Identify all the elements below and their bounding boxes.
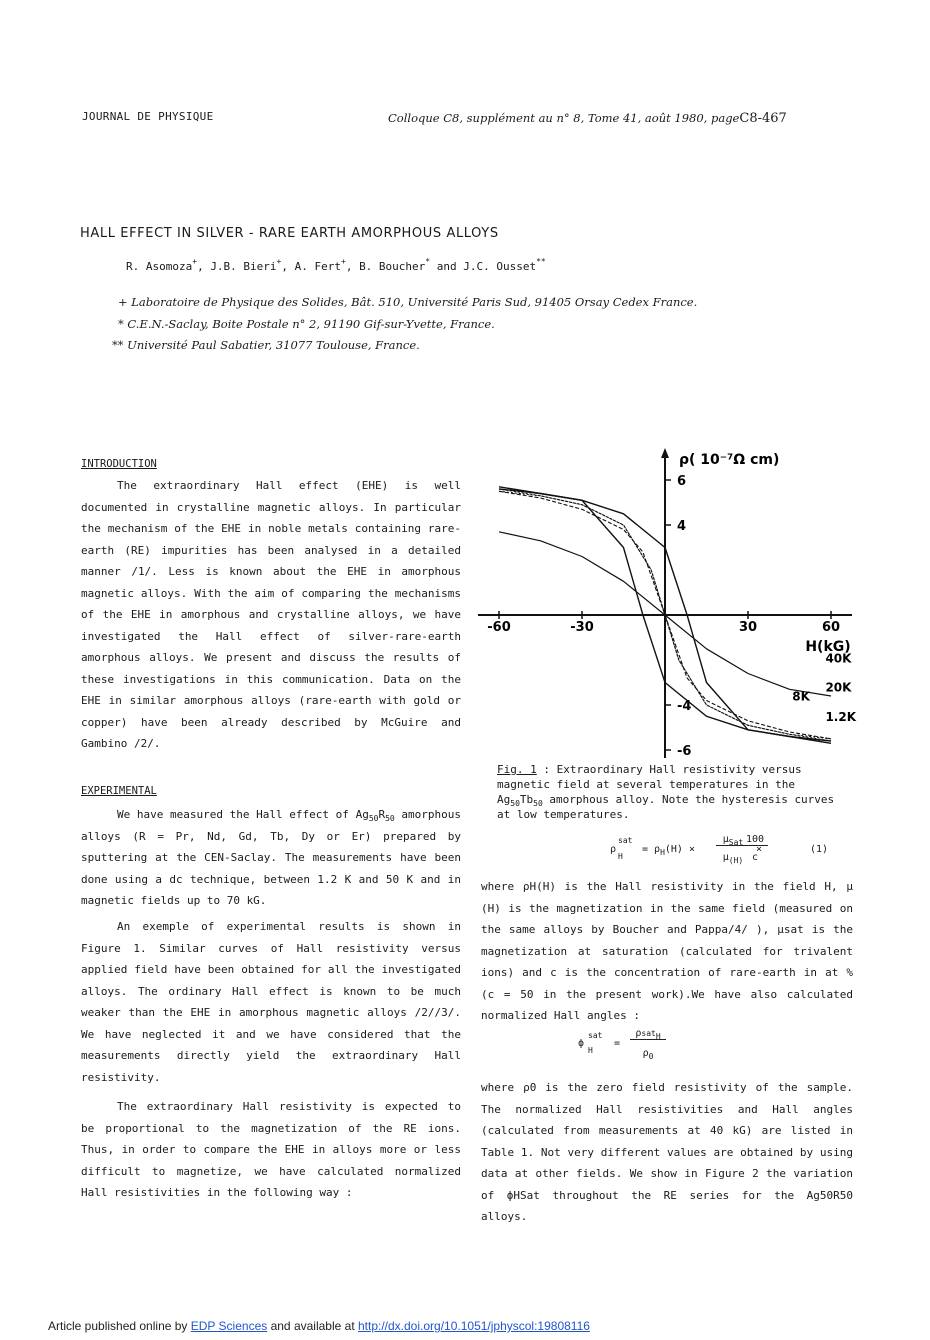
eq-subscript: 0: [648, 1052, 654, 1061]
right-column-paragraph: [481, 876, 853, 1027]
eq-symbol: = ρ: [642, 844, 661, 855]
eq-superscript: sat: [588, 1031, 603, 1040]
eq-numerator: 100: [742, 834, 768, 846]
x-tick-label: 30: [738, 620, 758, 635]
introduction-paragraph: [81, 475, 461, 755]
x-tick-label: -60: [487, 620, 511, 635]
eq-symbol: (H) ×: [664, 844, 695, 855]
eq-denominator: ρ: [642, 1048, 649, 1059]
eq-symbol: ρ: [610, 844, 617, 855]
equation-1: [610, 834, 850, 868]
eq-symbol: ϕ: [578, 1038, 585, 1049]
affiliation: ** Université Paul Sabatier, 31077 Toulouse, France.: [112, 338, 420, 352]
eq-symbol: ×: [756, 844, 763, 855]
y-tick-label: 4: [677, 519, 687, 534]
issue-text: Colloque C8, supplément au n° 8, Tome 41, août 1980, page: [388, 111, 740, 125]
figure-label: Fig. 1: [497, 763, 537, 776]
y-tick-label: 6: [677, 474, 687, 489]
section-heading-experimental: EXPERIMENTAL: [81, 785, 157, 797]
experimental-paragraph: [81, 804, 461, 912]
eq-denominator: μ: [722, 852, 729, 863]
y-axis-arrow: [661, 448, 669, 458]
x-tick-label: -30: [570, 620, 594, 635]
eq-numerator: ρ: [635, 1028, 642, 1039]
footer-attribution: [48, 1319, 590, 1333]
eq-symbol: =: [614, 1038, 621, 1049]
eq-subscript: Sat: [728, 838, 744, 847]
paragraph-text: where ρH(H) is the Hall resistivity in the field H, μ (H) is the magnetization in the same field (measured on the same alloys by Boucher and Pappa/4/ ), μsat is the magnetization at saturation (calculated for trivalent ions) and c is the concentration of rare-earth in at % (c = 50 in the present work).We have also calculated normalized Hall angles :: [481, 880, 853, 1022]
eq-subscript: H: [588, 1046, 593, 1055]
author-mark: *: [425, 257, 431, 266]
caption-text: : Extraordinary Hall resistivity versus magnetic field at several temperatures in the Ag: [497, 763, 802, 806]
experimental-paragraph: [81, 1096, 461, 1204]
equation-2: [578, 1026, 678, 1070]
subscript: 50: [368, 814, 379, 823]
eq-subscript: (H): [728, 856, 744, 865]
eq-denominator: c: [751, 852, 759, 863]
paragraph-text: R: [378, 808, 386, 821]
paragraph-text: where ρ0 is the zero field resistivity of the sample. The normalized Hall resistivities and Hall angles (calculated from measurements at 40 kG) are listed in Table 1. Not very different values are obtained by using data at other fields. We show in Figure 2 the variation of ϕHSat throughout the RE series for the Ag50R50 alloys.: [481, 1081, 853, 1223]
publisher-link[interactable]: EDP Sciences: [190, 1319, 268, 1333]
paragraph-text: The extraordinary Hall effect (EHE) is well documented in crystalline magnetic alloys. In particular the mechanism of the EHE in noble metals containing rare-earth (RE) impurities has been analysed in a detailed manner /1/. Less is known about the EHE in amorphous magnetic alloys. With the aim of comparing the mechanisms of the EHE in amorphous and crystalline alloys, we have investigated the Hall effect of silver-rare-earth amorphous alloys. We present and discuss the results of these investigations in this communication. Data on the EHE in similar amorphous alloys (rare-earth with gold or copper) have been already described by McGuire and Gambino /2/.: [81, 479, 461, 750]
series-label: 20K: [825, 680, 852, 695]
eq-numerator: μ: [722, 834, 729, 845]
x-axis-label: H(kG): [805, 639, 851, 655]
issue-info: [388, 111, 787, 126]
author-name: R. Asomoza: [126, 260, 193, 273]
figure-caption: [497, 762, 842, 822]
author-name: B. Boucher: [359, 260, 426, 273]
eq-subscript: H: [660, 848, 665, 857]
equation-number: (1): [810, 844, 829, 855]
paper-title: HALL EFFECT IN SILVER - RARE EARTH AMORPHOUS ALLOYS: [80, 226, 499, 241]
author-name: A. Fert: [294, 260, 341, 273]
subscript: 50: [510, 799, 520, 808]
right-column-paragraph: [481, 1077, 853, 1228]
paragraph-text: We have measured the Hall effect of Ag: [117, 808, 369, 821]
caption-text: Tb: [519, 793, 534, 806]
doi-link[interactable]: http://dx.doi.org/10.1051/jphyscol:19808116: [357, 1319, 590, 1333]
paragraph-text: The extraordinary Hall resistivity is expected to be proportional to the magnetization of the RE ions. Thus, in order to compare the EHE in alloys more or less difficult to magnetize, we have calculated normalized Hall resistivities in the following way :: [81, 1100, 461, 1199]
author-name: J.C. Ousset: [463, 260, 537, 273]
author-list: R. Asomoza+, J.B. Bieri+, A. Fert+, B. Boucher* and J.C. Ousset**: [126, 257, 546, 273]
author-mark: **: [536, 257, 546, 266]
paragraph-text: amorphous alloys (R = Pr, Nd, Gd, Tb, Dy or Er) prepared by sputtering at the CEN-Saclay. The measurements have been done using a dc technique, between 1.2 K and 50 K and in magnetic fields up to 70 kG.: [81, 808, 461, 907]
journal-name: JOURNAL DE PHYSIQUE: [82, 110, 214, 123]
y-axis-label: ρ( 10⁻⁷Ω cm): [679, 452, 780, 468]
footer-text: and available at: [267, 1319, 358, 1333]
caption-text: amorphous alloy. Note the hysteresis curves at low temperatures.: [497, 793, 835, 821]
series-label: 1.2K: [825, 709, 857, 724]
paragraph-text: An exemple of experimental results is shown in Figure 1. Similar curves of Hall resistivity versus applied field have been obtained for all the investigated alloys. The ordinary Hall effect is known to be much weaker than the EHE in amorphous magnetic alloys /2//3/. We have neglected it and we have considered that the measurements directly yield the extraordinary Hall resistivity.: [81, 920, 461, 1084]
y-tick-label: -4: [677, 699, 692, 714]
eq-superscript: sat: [618, 836, 633, 845]
author-mark: +: [192, 257, 198, 266]
x-tick-label: 60: [821, 620, 841, 635]
author-name: J.B. Bieri: [210, 260, 277, 273]
author-mark: +: [340, 257, 346, 266]
figure-1-chart: [470, 440, 860, 762]
affiliation: + Laboratoire de Physique des Solides, Bât. 510, Université Paris Sud, 91405 Orsay Cedex France.: [118, 295, 698, 309]
affiliation: * C.E.N.-Saclay, Boite Postale n° 2, 91190 Gif-sur-Yvette, France.: [118, 317, 495, 331]
footer-text: Article published online by: [48, 1319, 191, 1333]
y-tick-label: -6: [677, 744, 692, 759]
subscript: 50: [533, 799, 543, 808]
author-mark: +: [276, 257, 282, 266]
subscript: 50: [385, 814, 395, 823]
eq-superscript: sat: [641, 1029, 656, 1038]
experimental-paragraph: [81, 916, 461, 1088]
section-heading-introduction: INTRODUCTION: [81, 458, 157, 470]
eq-subscript: H: [618, 852, 623, 861]
eq-subscript: H: [655, 1032, 661, 1041]
page-number: C8-467: [739, 111, 787, 126]
series-label: 8K: [792, 689, 810, 704]
series-label: 40K: [825, 651, 852, 666]
